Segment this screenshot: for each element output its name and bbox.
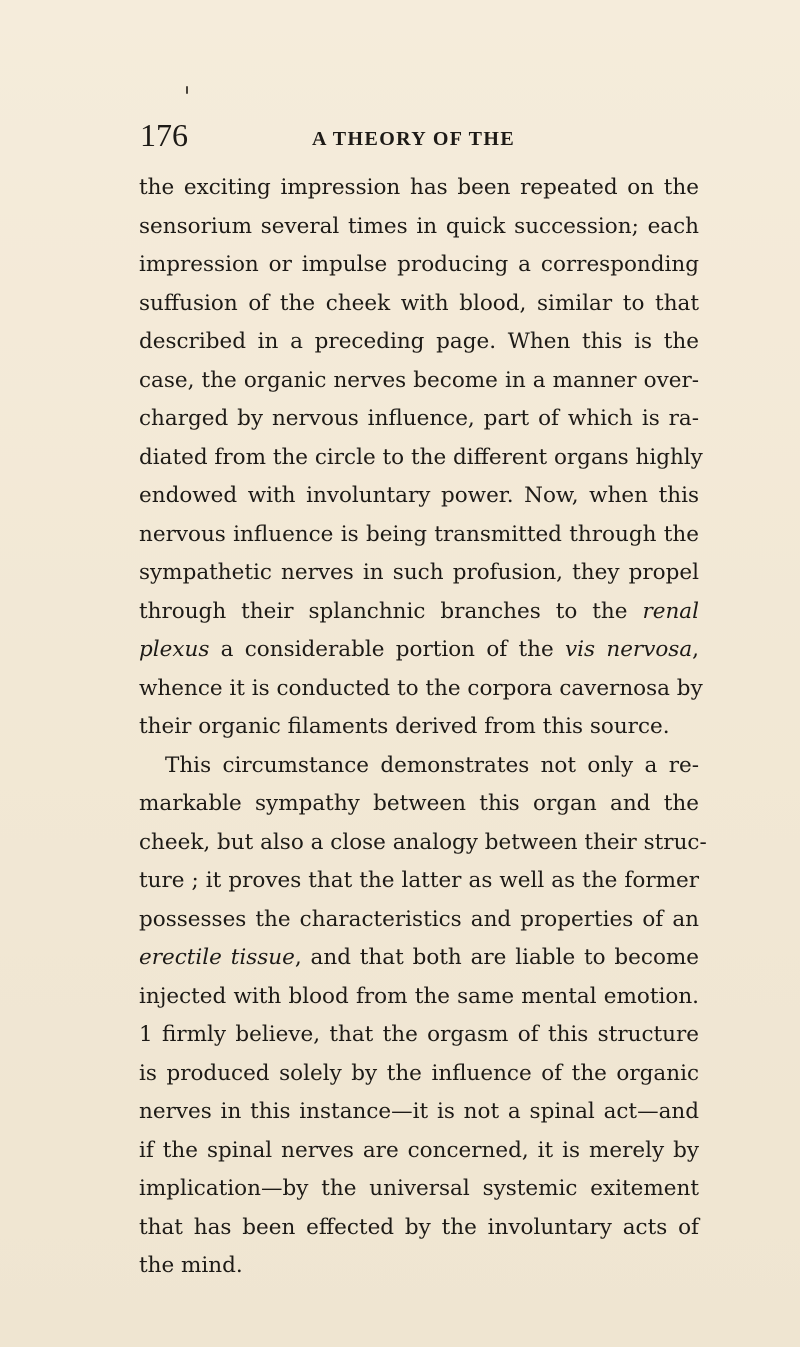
text-line: nerves in this instance—it is not a spinal act—and <box>139 1099 699 1124</box>
text-line: if the spinal nerves are concerned, it is merely by <box>139 1137 699 1163</box>
body-text <box>139 169 707 1286</box>
text-line-last: the mind. <box>139 1253 243 1278</box>
text-line: possesses the characteristics and properties of an <box>139 906 699 932</box>
text-line: cheek, but also a close analogy between their struc- <box>139 829 707 855</box>
text-line: that has been effected by the involuntary acts of <box>139 1214 699 1240</box>
text-line: impression or impulse producing a corresponding <box>139 252 699 277</box>
text-line: erectile tissue, and that both are liable to become <box>139 945 699 970</box>
text-line: through their splanchnic branches to the renal <box>139 598 699 624</box>
text-line: markable sympathy between this organ and the <box>139 791 699 816</box>
italic-term: plexus <box>139 637 210 662</box>
text-line: charged by nervous influence, part of which is ra- <box>139 406 699 431</box>
text-line: nervous influence is being transmitted through the <box>139 521 699 547</box>
italic-term: vis nervosa <box>565 637 693 662</box>
text-line: their organic filaments derived from this source. <box>139 714 670 739</box>
paragraph-start: This circumstance demonstrates not only a re- <box>165 752 699 778</box>
text-line: diated from the circle to the different organs highly <box>139 444 703 470</box>
page-number: 176 <box>140 117 188 153</box>
text-line: sympathetic nerves in such profusion, they propel <box>139 560 699 585</box>
text-line: is produced solely by the influence of the organic <box>139 1060 699 1086</box>
italic-term: erectile tissue <box>139 945 295 970</box>
text-line: implication—by the universal systemic exitement <box>139 1176 699 1201</box>
text-line: endowed with involuntary power. Now, when this <box>139 483 699 508</box>
italic-term: renal <box>642 598 699 624</box>
text-line: described in a preceding page. When this is the <box>139 329 699 354</box>
text-line: sensorium several times in quick succession; each <box>139 213 699 239</box>
text-line: the exciting impression has been repeated on the <box>139 175 699 200</box>
text-line: whence it is conducted to the corpora cavernosa by <box>139 675 703 701</box>
running-title: A THEORY OF THE <box>312 128 516 150</box>
text-line: case, the organic nerves become in a manner over- <box>139 367 699 393</box>
text-line: plexus a considerable portion of the vis nervosa, <box>139 637 699 662</box>
running-head <box>140 117 700 159</box>
text-line: 1 firmly believe, that the orgasm of this structure <box>139 1022 699 1047</box>
text-line: suffusion of the cheek with blood, similar to that <box>139 290 699 316</box>
print-speck <box>186 86 188 94</box>
text-line: ture ; it proves that the latter as well as the former <box>139 868 699 893</box>
text-line: injected with blood from the same mental emotion. <box>139 983 699 1009</box>
